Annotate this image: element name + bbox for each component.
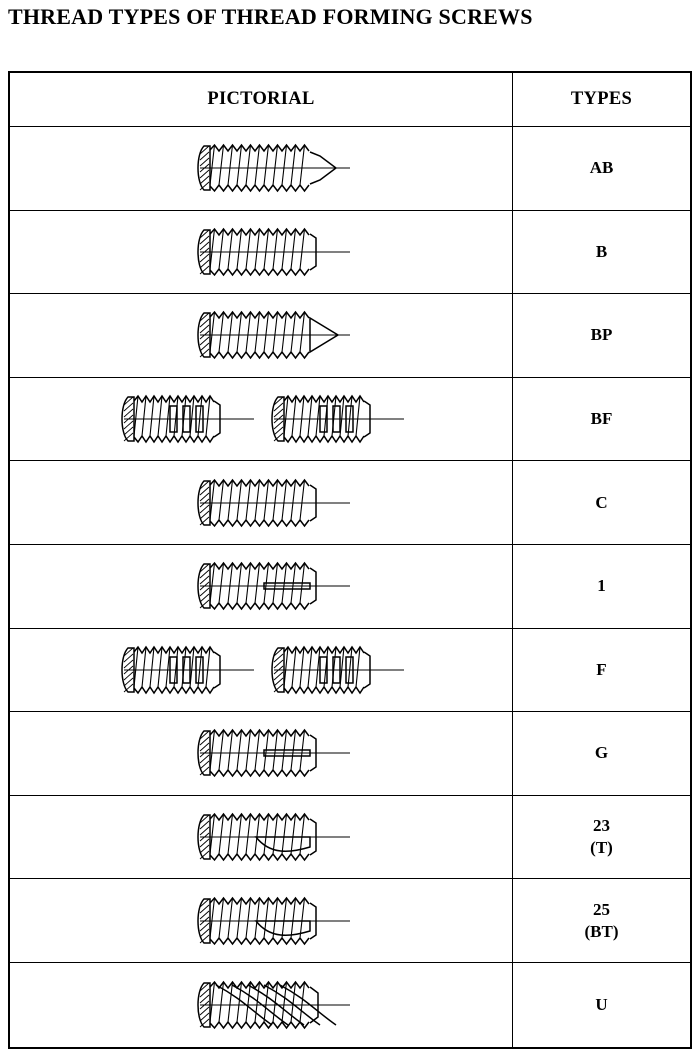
- thread-type-label: BF: [590, 409, 613, 429]
- type-cell: [513, 211, 690, 294]
- screw-gimlet-point-icon: [198, 138, 352, 198]
- table-row: [10, 461, 690, 545]
- thread-types-table: [8, 71, 692, 1049]
- screw-slotted-point-icon: [198, 556, 352, 616]
- thread-type-label: 1: [597, 576, 606, 596]
- pictorial-cell: [10, 294, 513, 377]
- pictorial-cell: [10, 796, 513, 879]
- table-row: [10, 378, 690, 462]
- table-row: [10, 211, 690, 295]
- type-cell: [513, 879, 690, 962]
- screw-cutting-slot-icon: [198, 807, 352, 867]
- thread-type-label: U: [595, 994, 608, 1014]
- pictorial-cell: [10, 211, 513, 294]
- page-title: THREAD TYPES OF THREAD FORMING SCREWS: [8, 4, 533, 29]
- table-row: [10, 629, 690, 713]
- screw-fluted-machine-thread-icon: [122, 640, 256, 700]
- pictorial-cell: [10, 461, 513, 544]
- pictorial-cell: [10, 712, 513, 795]
- type-cell: [513, 545, 690, 628]
- type-cell: [513, 378, 690, 461]
- type-cell: [513, 629, 690, 712]
- screw-drive-helix-icon: [198, 975, 352, 1035]
- type-cell: [513, 294, 690, 377]
- thread-type-label: F: [596, 659, 607, 679]
- thread-type-label: BP: [590, 325, 613, 345]
- thread-type-label: 23 (T): [590, 816, 613, 858]
- pictorial-cell: [10, 963, 513, 1047]
- thread-type-label: AB: [589, 158, 614, 178]
- screw-fluted-blunt-icon: [122, 389, 256, 449]
- header-types: TYPES: [570, 89, 633, 109]
- type-cell: [513, 461, 690, 544]
- table-row: [10, 796, 690, 880]
- table-row: [10, 294, 690, 378]
- type-cell: [513, 796, 690, 879]
- screw-fluted-machine-thread-icon: [272, 640, 406, 700]
- thread-type-label: B: [595, 241, 608, 261]
- pictorial-cell: [10, 879, 513, 962]
- pictorial-cell: [10, 127, 513, 210]
- type-cell: [513, 963, 690, 1047]
- type-cell: [513, 712, 690, 795]
- pictorial-cell: [10, 629, 513, 712]
- table-row: [10, 545, 690, 629]
- screw-blunt-point-icon: [198, 222, 352, 282]
- table-row: [10, 963, 690, 1047]
- screw-cone-point-icon: [198, 305, 352, 365]
- thread-type-label: C: [595, 492, 608, 512]
- thread-type-label: G: [594, 743, 609, 763]
- screw-slotted-thread-icon: [198, 723, 352, 783]
- thread-type-label: 25 (BT): [584, 899, 619, 941]
- table-row: [10, 712, 690, 796]
- screw-wide-cutting-slot-icon: [198, 891, 352, 951]
- header-pictorial: PICTORIAL: [10, 73, 513, 126]
- table-header-row: [10, 73, 690, 127]
- type-cell: [513, 127, 690, 210]
- pictorial-cell: [10, 378, 513, 461]
- table-row: [10, 127, 690, 211]
- screw-fluted-blunt-icon: [272, 389, 406, 449]
- table-row: [10, 879, 690, 963]
- pictorial-cell: [10, 545, 513, 628]
- screw-machine-thread-icon: [198, 473, 352, 533]
